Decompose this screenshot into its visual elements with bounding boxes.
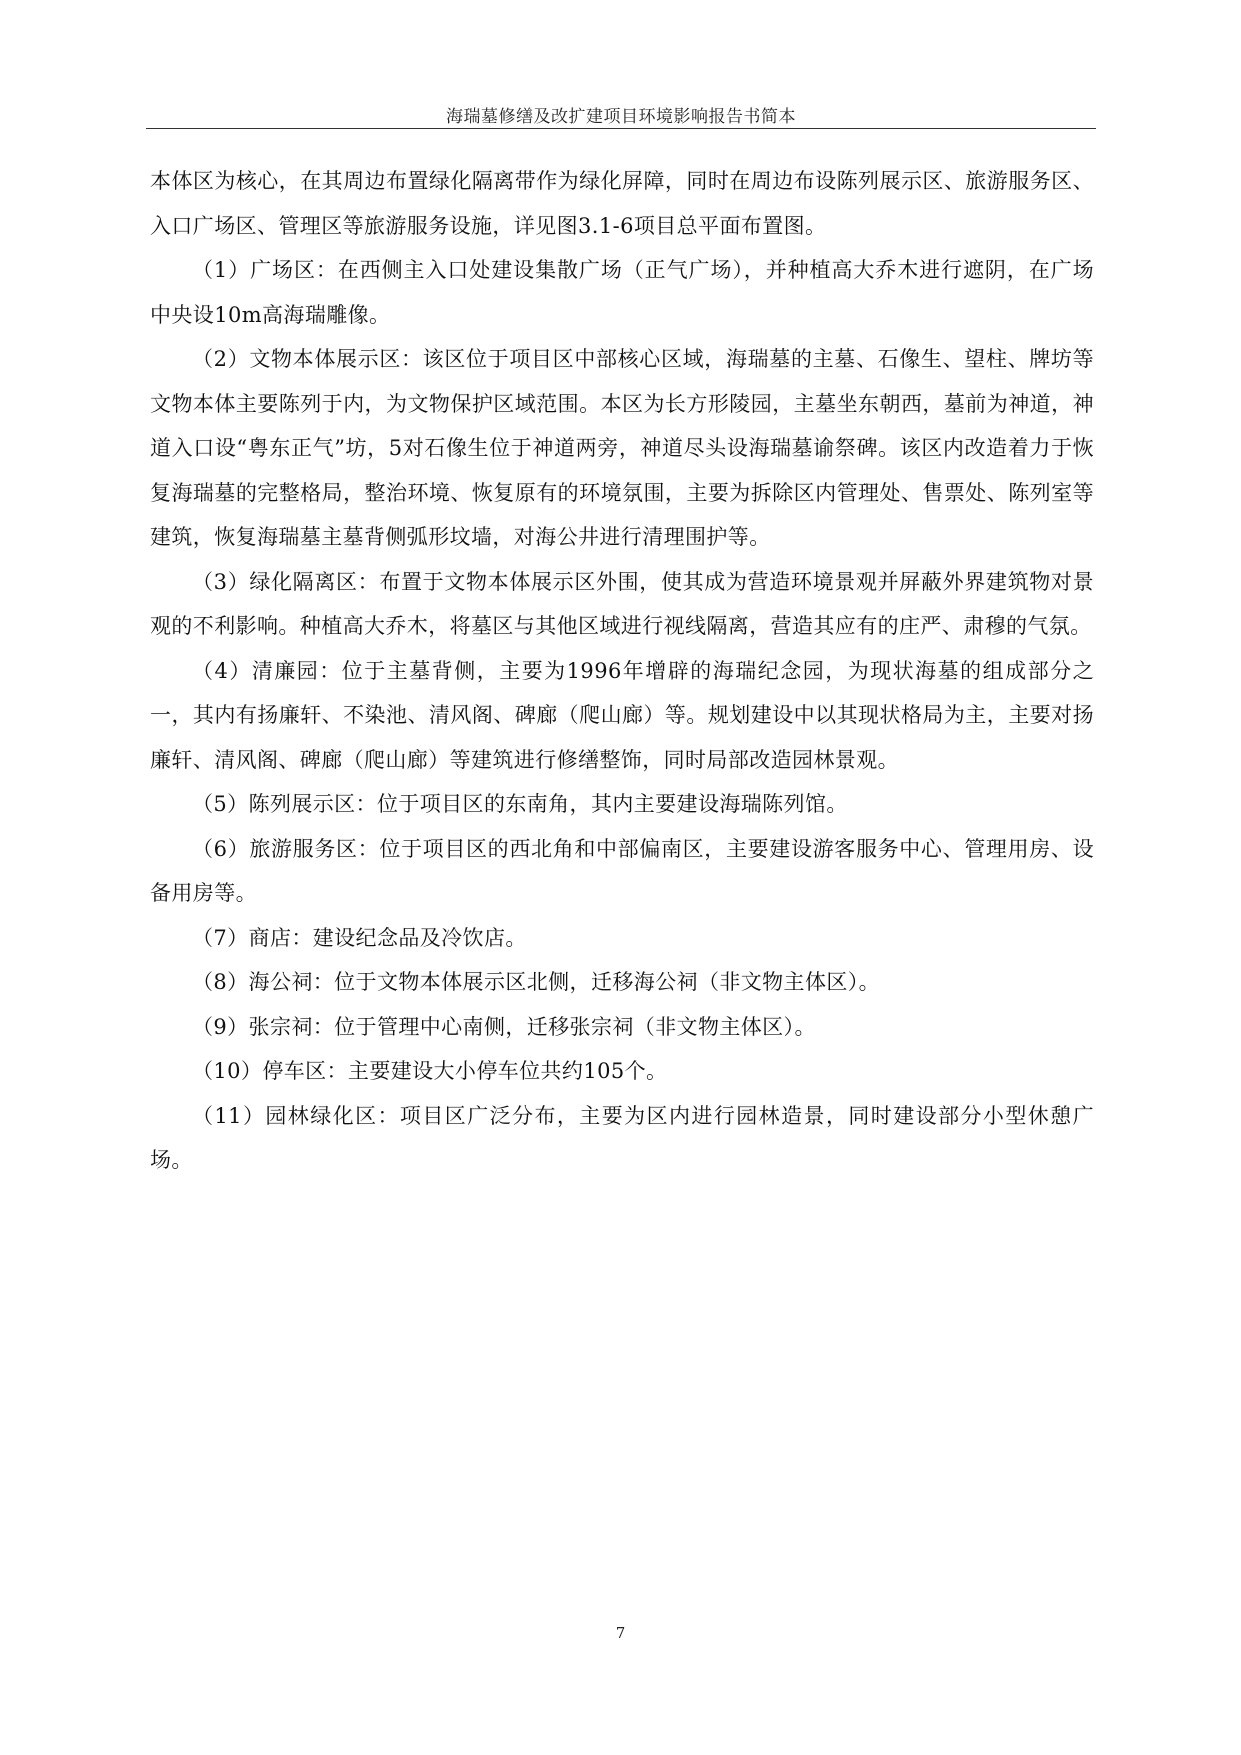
paragraph-tourist-service-zone: （6）旅游服务区：位于项目区的西北角和中部偏南区，主要建设游客服务中心、管理用房、设备用房等。 <box>150 836 1094 905</box>
document-body <box>150 159 1094 1183</box>
page-header-title: 海瑞墓修缮及改扩建项目环境影响报告书简本 <box>446 107 796 127</box>
paragraph-haigong-shrine: （8）海公祠：位于文物本体展示区北侧，迁移海公祠（非文物主体区）。 <box>192 970 881 994</box>
paragraph-relic-display-zone: （2）文物本体展示区：该区位于项目区中部核心区域，海瑞墓的主墓、石像生、望柱、牌坊等文物本体主要陈列于内，为文物保护区域范围。本区为长方形陵园，主墓坐东朝西，墓前为神道，神道入口设“粤东正气”坊，5对石像生位于神道两旁，神道尽头设海瑞墓谕祭碑。该区内改造着力于恢复海瑞墓的完整格局，整治环境、恢复原有的环境氛围，主要为拆除区内管理处、售票处、陈列室等建筑，恢复海瑞墓主墓背侧弧形坟墙，对海公井进行清理围护等。 <box>150 347 1094 549</box>
paragraph-green-buffer-zone: （3）绿化隔离区：布置于文物本体展示区外围，使其成为营造环境景观并屏蔽外界建筑物对景观的不利影响。种植高大乔木，将墓区与其他区域进行视线隔离，营造其应有的庄严、肃穆的气氛。 <box>150 569 1094 638</box>
paragraph-parking-zone: （10）停车区：主要建设大小停车位共约105个。 <box>192 1059 668 1083</box>
paragraph-shop: （7）商店：建设纪念品及冷饮店。 <box>192 925 527 950</box>
header-divider <box>146 128 1096 129</box>
paragraph-qinglian-garden: （4）清廉园：位于主墓背侧，主要为1996年增辟的海瑞纪念园，为现状海墓的组成部分之一，其内有扬廉轩、不染池、清风阁、碑廊（爬山廊）等。规划建设中以其现状格局为主，主要对扬廉轩、清风阁、碑廊（爬山廊）等建筑进行修缮整饰，同时局部改造园林景观。 <box>150 658 1094 772</box>
paragraph-intro: 本体区为核心，在其周边布置绿化隔离带作为绿化屏障，同时在周边布设陈列展示区、旅游服务区、入口广场区、管理区等旅游服务设施，详见图3.1-6项目总平面布置图。 <box>150 169 1094 238</box>
page-number: 7 <box>615 1624 626 1642</box>
paragraph-zhang-shrine: （9）张宗祠：位于管理中心南侧，迁移张宗祠（非文物主体区）。 <box>192 1014 816 1039</box>
paragraph-landscape-zone: （11）园林绿化区：项目区广泛分布，主要为区内进行园林造景，同时建设部分小型休憩广场。 <box>150 1103 1094 1172</box>
paragraph-plaza-zone: （1）广场区：在西侧主入口处建设集散广场（正气广场），并种植高大乔木进行遮阴，在广场中央设10m高海瑞雕像。 <box>150 258 1094 327</box>
paragraph-exhibition-zone: （5）陈列展示区：位于项目区的东南角，其内主要建设海瑞陈列馆。 <box>192 792 848 816</box>
